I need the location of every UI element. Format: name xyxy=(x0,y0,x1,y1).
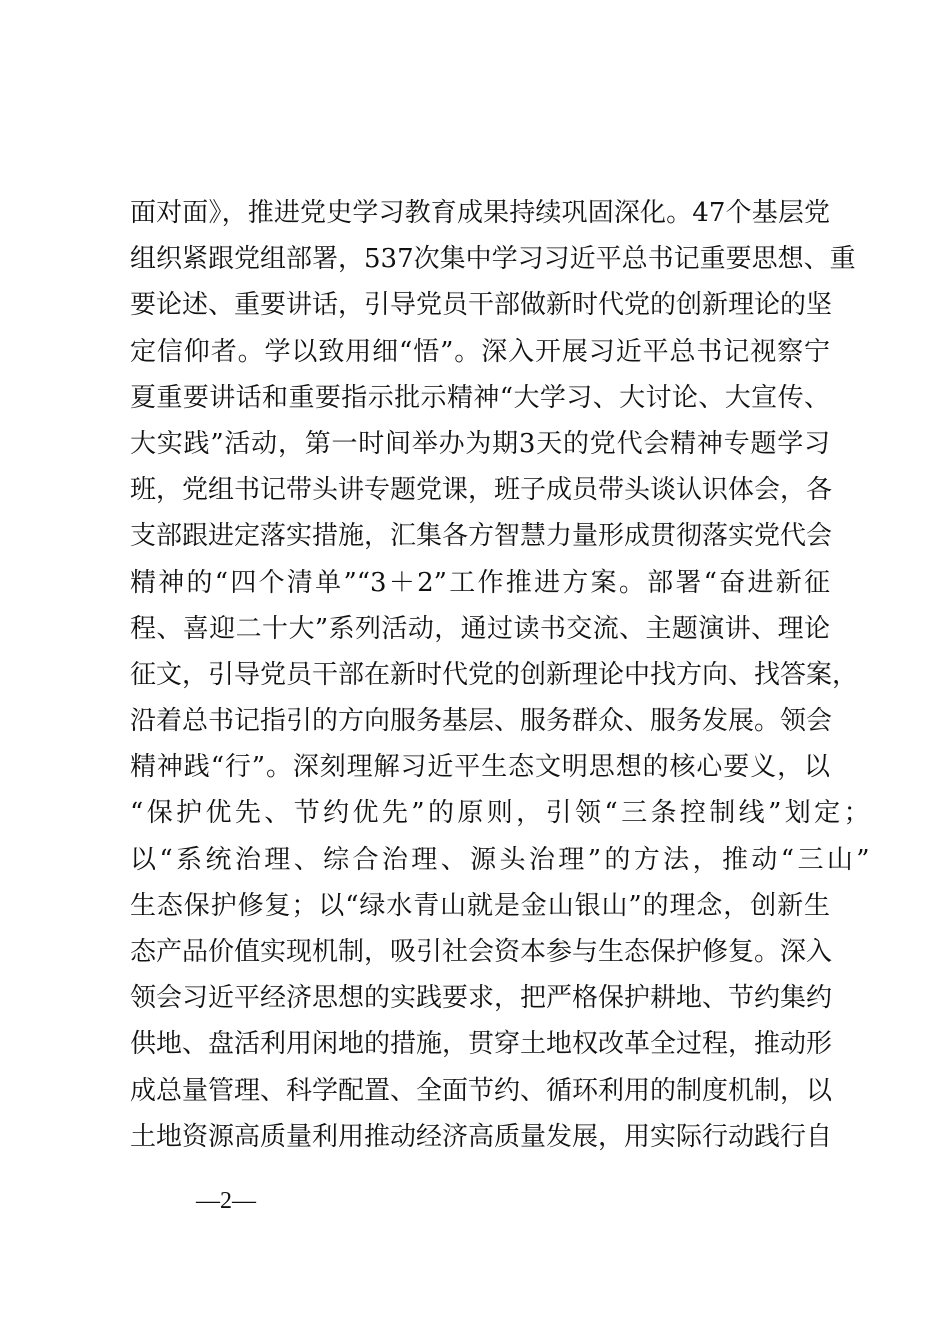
text-line: 要论述、重要讲话，引导党员干部做新时代党的创新理论的坚 xyxy=(130,290,833,321)
text-line: “保护优先、节约优先”的原则，引领“三条控制线”划定； xyxy=(130,798,873,829)
text-line: 沿着总书记指引的方向服务基层、服务群众、服务发展。领会 xyxy=(130,706,833,737)
text-line: 以“系统治理、综合治理、源头治理”的方法，推动“三山” xyxy=(130,844,873,875)
text-line: 夏重要讲话和重要指示批示精神“大学习、大讨论、大宣传、 xyxy=(130,382,830,413)
text-line: 程、喜迎二十大”系列活动，通过读书交流、主题演讲、理论 xyxy=(130,613,830,644)
text-line: 精神践“行”。深刻理解习近平生态文明思想的核心要义，以 xyxy=(130,752,830,783)
text-line: 领会习近平经济思想的实践要求，把严格保护耕地、节约集约 xyxy=(130,983,833,1014)
document-body xyxy=(130,190,873,1160)
text-line: 精神的“四个清单”“3＋2”工作推进方案。部署“奋进新征 xyxy=(130,567,830,598)
text-line: 班，党组书记带头讲专题党课，班子成员带头谈认识体会，各 xyxy=(130,475,833,506)
text-line: 供地、盘活利用闲地的措施，贯穿土地权改革全过程，推动形 xyxy=(130,1029,833,1060)
text-line: 支部跟进定落实措施，汇集各方智慧力量形成贯彻落实党代会 xyxy=(130,521,833,552)
text-line: 面对面》，推进党史学习教育成果持续巩固深化。47个基层党 xyxy=(130,198,830,228)
text-line: 组织紧跟党组部署，537次集中学习习近平总书记重要思想、重 xyxy=(130,244,856,275)
text-line: 态产品价值实现机制，吸引社会资本参与生态保护修复。深入 xyxy=(130,937,833,967)
text-line: 征文，引导党员干部在新时代党的创新理论中找方向、找答案， xyxy=(130,659,859,690)
text-line: 生态保护修复；以“绿水青山就是金山银山”的理念，创新生 xyxy=(130,890,830,921)
page-number: —2— xyxy=(196,1188,256,1214)
text-line: 土地资源高质量利用推动经济高质量发展，用实际行动践行自 xyxy=(130,1121,833,1152)
text-line: 定信仰者。学以致用细“悟”。深入开展习近平总书记视察宁 xyxy=(130,336,830,367)
text-line: 成总量管理、科学配置、全面节约、循环利用的制度机制，以 xyxy=(130,1075,833,1106)
text-line: 大实践”活动，第一时间举办为期3天的党代会精神专题学习 xyxy=(130,428,830,459)
